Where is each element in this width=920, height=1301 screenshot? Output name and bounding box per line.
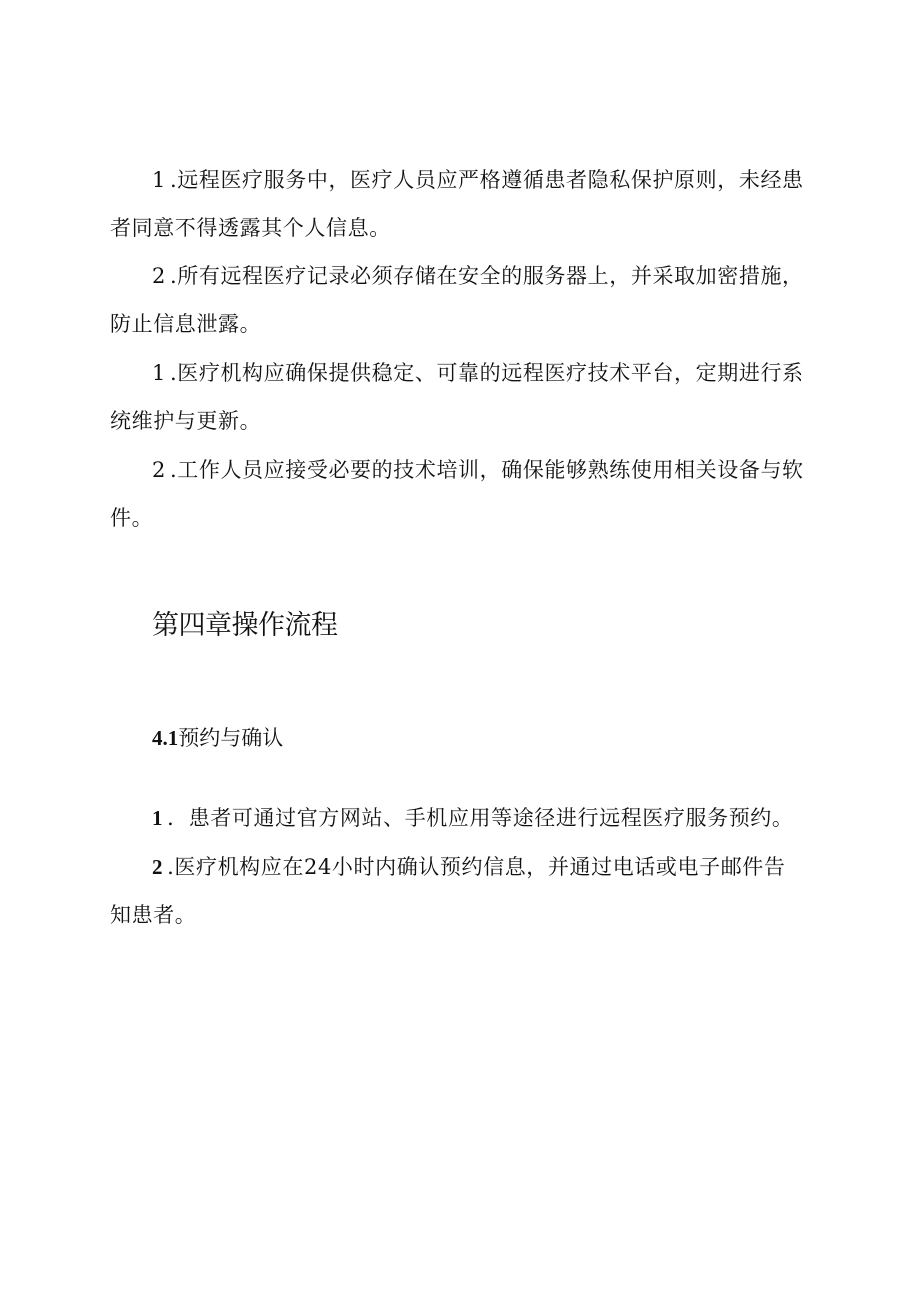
paragraph-technical-platform [110, 349, 822, 445]
paragraph-privacy-principle [110, 156, 822, 252]
paragraph-text: .远程医疗服务中，医疗人员应严格遵循患者隐私保护原则，未经患者同意不得透露其个人信息。 [110, 168, 804, 240]
paragraph-text: .医疗机构应在24小时内确认预约信息，并通过电话或电子邮件告知患者。 [110, 855, 786, 927]
section-number: 4.1 [152, 726, 179, 750]
paragraph-text: .工作人员应接受必要的技术培训，确保能够熟练使用相关设备与软件。 [110, 458, 804, 530]
paragraph-appointment-confirmation [110, 843, 790, 939]
item-number: 2 [152, 458, 166, 482]
paragraph-secure-storage [110, 252, 822, 348]
item-number: 1 [152, 806, 164, 830]
paragraph-text: .所有远程医疗记录必须存储在安全的服务器上，并采取加密措施，防止信息泄露。 [110, 264, 804, 336]
section-heading [152, 718, 283, 758]
paragraph-text: ．患者可通过官方网站、手机应用等途径进行远程医疗服务预约。 [167, 806, 794, 830]
item-number: 1 [152, 168, 166, 192]
item-number: 1 [152, 361, 166, 385]
chapter-title: 第四章操作流程 [152, 610, 338, 641]
paragraph-appointment-booking [110, 794, 822, 842]
paragraph-text: .医疗机构应确保提供稳定、可靠的远程医疗技术平台，定期进行系统维护与更新。 [110, 361, 804, 433]
paragraph-staff-training [110, 446, 822, 542]
item-number: 2 [152, 264, 166, 288]
item-number: 2 [152, 855, 164, 879]
section-title: 预约与确认 [178, 726, 284, 750]
